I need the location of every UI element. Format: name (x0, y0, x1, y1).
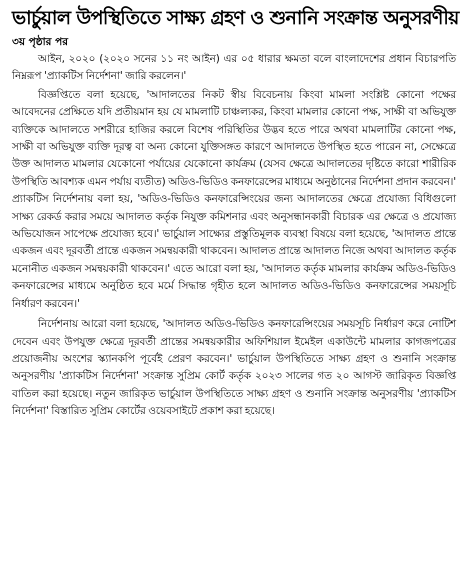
article-paragraph-2: বিজ্ঞপ্তিতে বলা হয়েছে, 'আদালতের নিকট স্বীয় বিবেচনায় কিংবা মামলা সংশ্লিষ্ট কোনো পক্ষের আবেদনের প্রেক্ষিতে যদি প্রতীয়মান হয় যে মামলাটি চাঞ্চল্যকর, কিংবা মামলার কোনো পক্ষ, সাক্ষী বা অভিযুক্ত ব্যক্তিকে আদালতে সশরীরে হাজির করলে বিশেষ পরিস্থিতির উদ্ভব হতে পারে অথবা মামলাটির কোনো পক্ষ, সাক্ষী বা অভিযুক্ত ব্যক্তি দূরত্ব বা অন্য কোনো যুক্তিসঙ্গত কারণে আদালতে উপস্থিত হতে পারেন না, সেক্ষেত্রে উক্ত আদালত মামলার যেকোনো পর্যায়ের যেকোনো কার্যক্রম (যেসব ক্ষেত্রে আদালতের দৃষ্টিতে কারো শারীরিক উপস্থিতি আবশ্যক এমন পর্যায় ব্যতীত) অডিও-ভিডিও কনফারেন্সের মাধ্যমে অনুষ্ঠানের নির্দেশনা প্রদান করবেন।' প্র্যাকটিস নির্দেশনায় বলা হয়, 'অডিও-ভিডিও কনফারেন্সিংয়ের জন্য আদালতের ক্ষেত্রে প্রযোজ্য বিধিগুলো সাক্ষ্য রেকর্ড করার সময়ে আদালত কর্তৃক নিযুক্ত কমিশনার এবং অনুসন্ধানকারী বিচারক এর ক্ষেত্রে ও প্রযোজ্য অভিযোজন সাপেক্ষে প্রযোজ্য হবে।' ভার্চুয়াল সাক্ষ্যের প্রস্তুতিমূলক ব্যবস্থা বিষয়ে বলা হয়েছে, 'আদালত প্রান্তে একজন এবং দূরবর্তী প্রান্তে একজন সমন্বয়কারী থাকবেন। আদালত প্রান্তে আদালত নিজে অথবা আদালত কর্তৃক মনোনীত একজন সমন্বয়কারী থাকবেন।' এতে আরো বলা হয়, 'আদালত কর্তৃক মামলার কার্যক্রম অডিও-ভিডিও কনফারেন্সের মাধ্যমে অনুষ্ঠিত হবে মর্মে সিদ্ধান্ত গৃহীত হলে আদালত অডিও-ভিডিও কনফারেন্সের সময়সূচি নির্ধারণ করবেন।' (12, 88, 456, 310)
article-paragraph-3: নির্দেশনায় আরো বলা হয়েছে, 'আদালত অডিও-ভিডিও কনফারেন্সিংয়ের সময়সূচি নির্ধারণ করে নোটিশ দেবেন এবং উপযুক্ত ক্ষেত্রে দূরবর্তী প্রান্তের সমন্বয়কারীর অফিশিয়াল ইমেইল একাউন্টে মামলার কাগজপত্রের প্রয়োজনীয় অংশের স্ক্যানকপি পূর্বেই প্রেরণ করবেন।' ভার্চুয়াল উপস্থিতিতে সাক্ষ্য গ্রহণ ও শুনানি সংক্রান্ত অনুসরণীয় 'প্র্যাকটিস নির্দেশনা' সংক্রান্ত সুপ্রিম কোর্ট কর্তৃক ২০২৩ সালের গত ২০ আগস্ট জারিকৃত বিজ্ঞপ্তি বাতিল করা হয়েছে। নতুন জারিকৃত ভার্চুয়াল উপস্থিতিতে সাক্ষ্য গ্রহণ ও শুনানি সংক্রান্ত অনুসরণীয় 'প্র্যাকটিস নির্দেশনা' বিস্তারিত সুপ্রিম কোর্টের ওয়েবসাইটে প্রকাশ করা হয়েছে। (12, 318, 456, 418)
continued-from-page-3: ৩য় পৃষ্ঠার পর (12, 36, 69, 48)
article-paragraph-1: আইন, ২০২০ (২০২০ সনের ১১ নং আইন) এর ০৫ ধারার ক্ষমতা বলে বাংলাদেশের প্রধান বিচারপতি নিম্নরূপ 'প্র্যাকটিস নির্দেশনা' জারি করলেন।' (12, 53, 456, 83)
article-headline: ভার্চুয়াল উপস্থিতিতে সাক্ষ্য গ্রহণ ও শুনানি সংক্রান্ত অনুসরণীয় (12, 7, 459, 29)
